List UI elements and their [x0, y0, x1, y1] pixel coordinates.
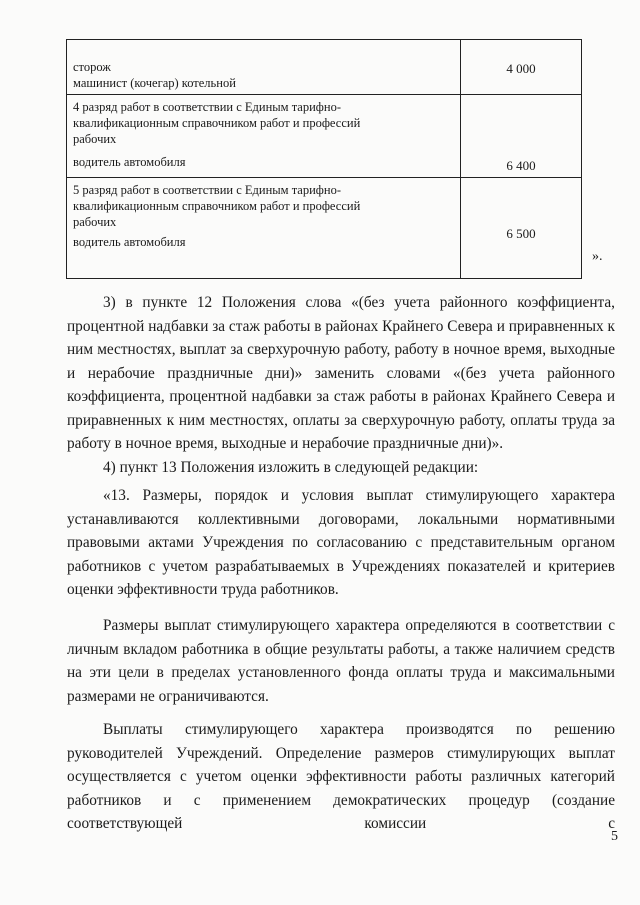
paragraph-item-3: 3) в пункте 12 Положения слова «(без учета районного коэффициента, процентной надбавки за стаж работы в районах Крайнего Севера и приравненных к ним местностях, выплат за сверхурочную работу, работу в ночное время, выходные и нерабочие праздничные дни)» заменить словами «(без учета районного коэффициента, процентной надбавки за стаж работы в районах Крайнего Севера и приравненных к ним местностях, оплаты за сверхурочную работу, оплаты труда за работу в ночное время, выходные и нерабочие праздничные дни)». [67, 294, 615, 452]
occupation-boiler-operator: машинист (кочегар) котельной [73, 76, 236, 90]
grade-line: 5 разряд работ в соответствии с Единым тарифно- [73, 183, 341, 197]
paragraph-payment-sizes: Размеры выплат стимулирующего характера определяются в соответствии с личным вкладом работника в общие результаты работы, а также наличием средств на эти цели в пределах установленного фонда оплаты труда и максимальными размерами не ограничиваются. [67, 617, 615, 705]
table-row [67, 178, 582, 279]
position-cell [67, 178, 461, 279]
occupation-driver: водитель автомобиля [73, 235, 186, 249]
amount-cell [461, 95, 582, 178]
grade-line: 4 разряд работ в соответствии с Единым тарифно- [73, 100, 341, 114]
position-cell [67, 95, 461, 178]
paragraph-clause-13: «13. Размеры, порядок и условия выплат стимулирующего характера устанавливаются коллективными договорами, локальными нормативными правовыми актами Учреждения по согласованию с представительным органом работников с учетом разрабатываемых в Учреждениях показателей и критериев оценки эффективности труда работников. [67, 487, 615, 598]
amount-value: 6 400 [506, 158, 536, 173]
closing-quote: ». [592, 249, 603, 264]
paragraph-item-4: 4) пункт 13 Положения изложить в следующей редакции: [103, 459, 479, 476]
table-row [67, 40, 582, 95]
occupation-driver: водитель автомобиля [73, 155, 186, 169]
table-row [67, 95, 582, 178]
grade-line: квалификационным справочником работ и профессий [73, 199, 361, 213]
amount-value: 6 500 [506, 226, 536, 241]
amount-cell [461, 178, 582, 279]
occupation-watchman: сторож [73, 60, 111, 74]
paragraph-payments: Выплаты стимулирующего характера производятся по решению руководителей Учреждений. Определение размеров стимулирующих выплат осуществляется с учетом оценки эффективности работы различных категорий работников и с применением демократических процедур (создание соответствующей комиссии с [67, 721, 615, 832]
grade-line: рабочих [73, 132, 117, 146]
grade-line: квалификационным справочником работ и профессий [73, 116, 361, 130]
amount-value: 4 000 [506, 61, 536, 76]
grade-line: рабочих [73, 215, 117, 229]
salary-table [66, 39, 582, 279]
page-number: 5 [611, 829, 618, 844]
position-cell [67, 40, 461, 95]
amount-cell [461, 40, 582, 95]
